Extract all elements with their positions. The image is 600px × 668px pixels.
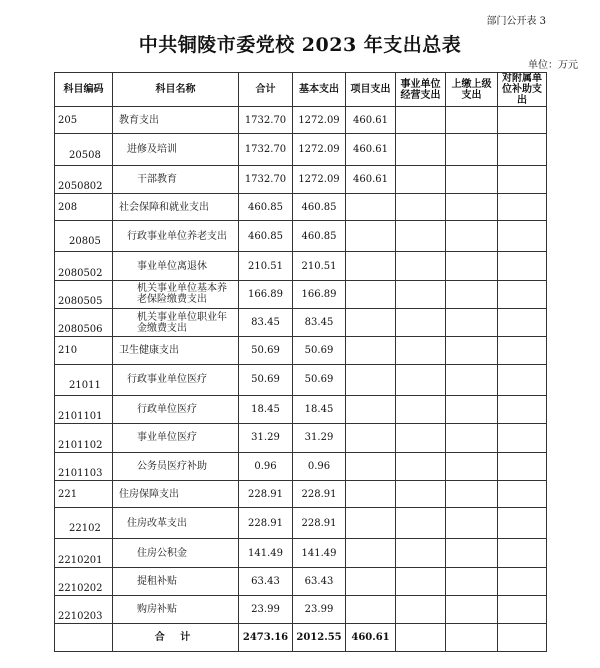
header-row: [55, 73, 547, 107]
row-business: [396, 165, 446, 193]
row-code: 2101101: [55, 395, 113, 423]
row-code: 2080506: [55, 309, 113, 337]
row-upper: [446, 134, 498, 165]
row-project: [346, 395, 396, 423]
table-body: [55, 107, 547, 652]
row-business: [396, 539, 446, 567]
expenditure-table: [54, 72, 547, 652]
row-name: 教育支出: [113, 107, 239, 134]
row-code: 2101103: [55, 452, 113, 480]
row-project: [346, 280, 396, 308]
row-subsidy: [498, 539, 547, 567]
row-code: 2210201: [55, 539, 113, 567]
row-business: [396, 452, 446, 480]
row-subsidy: [498, 221, 547, 252]
row-name: 公务员医疗补助: [113, 452, 239, 480]
row-subsidy: [498, 395, 547, 423]
row-project: [346, 480, 396, 507]
row-basic: 18.45: [293, 395, 346, 423]
row-upper: [446, 221, 498, 252]
row-subsidy: [498, 452, 547, 480]
row-subsidy: [498, 364, 547, 395]
row-total: 50.69: [239, 337, 293, 364]
row-code: 210: [55, 337, 113, 364]
table-row: [55, 567, 547, 595]
table-row: [55, 424, 547, 452]
row-subsidy: [498, 508, 547, 539]
table-row: [55, 221, 547, 252]
row-name: 行政事业单位养老支出: [113, 221, 239, 252]
form-number: 部门公开表 3: [486, 16, 546, 27]
row-subsidy: [498, 107, 547, 134]
unit-label: 单位：万元: [528, 60, 578, 71]
total-row: [55, 624, 547, 651]
row-basic: 50.69: [293, 337, 346, 364]
row-subsidy: [498, 252, 547, 280]
row-basic: 31.29: [293, 424, 346, 452]
row-upper: [446, 395, 498, 423]
row-code: 2210202: [55, 567, 113, 595]
table-row: [55, 107, 547, 134]
row-upper: [446, 107, 498, 134]
total-business: [396, 624, 446, 651]
row-subsidy: [498, 480, 547, 507]
row-name: 行政事业单位医疗: [113, 364, 239, 395]
row-upper: [446, 193, 498, 220]
row-business: [396, 280, 446, 308]
row-upper: [446, 337, 498, 364]
total-upper: [446, 624, 498, 651]
row-total: 50.69: [239, 364, 293, 395]
row-business: [396, 337, 446, 364]
row-project: 460.61: [346, 107, 396, 134]
row-upper: [446, 252, 498, 280]
row-business: [396, 567, 446, 595]
row-name: 社会保障和就业支出: [113, 193, 239, 220]
row-subsidy: [498, 424, 547, 452]
row-name: 进修及培训: [113, 134, 239, 165]
row-project: [346, 193, 396, 220]
row-upper: [446, 567, 498, 595]
row-basic: 23.99: [293, 596, 346, 624]
row-code: 2210203: [55, 596, 113, 624]
row-code: 2101102: [55, 424, 113, 452]
row-name: 购房补贴: [113, 596, 239, 624]
row-code: 221: [55, 480, 113, 507]
row-upper: [446, 165, 498, 193]
row-code: 21011: [55, 364, 113, 395]
row-name: 住房改革支出: [113, 508, 239, 539]
row-project: [346, 539, 396, 567]
row-business: [396, 508, 446, 539]
row-basic: 141.49: [293, 539, 346, 567]
row-total: 1732.70: [239, 134, 293, 165]
header-basic: 基本支出: [293, 73, 346, 107]
header-upper: 上缴上级支出: [446, 73, 498, 107]
row-business: [396, 424, 446, 452]
row-name: 机关事业单位职业年金缴费支出: [113, 309, 239, 337]
row-total: 31.29: [239, 424, 293, 452]
row-code: 205: [55, 107, 113, 134]
row-project: 460.61: [346, 134, 396, 165]
row-total: 141.49: [239, 539, 293, 567]
row-code: 22102: [55, 508, 113, 539]
row-basic: 1272.09: [293, 134, 346, 165]
row-name: 卫生健康支出: [113, 337, 239, 364]
table-row: [55, 480, 547, 507]
row-basic: 83.45: [293, 309, 346, 337]
row-project: [346, 567, 396, 595]
page-title: 中共铜陵市委党校 2023 年支出总表: [138, 34, 462, 56]
row-code: 2050802: [55, 165, 113, 193]
row-project: [346, 337, 396, 364]
row-business: [396, 134, 446, 165]
row-basic: 166.89: [293, 280, 346, 308]
row-basic: 50.69: [293, 364, 346, 395]
row-business: [396, 364, 446, 395]
table-row: [55, 364, 547, 395]
row-basic: 460.85: [293, 193, 346, 220]
row-total: 228.91: [239, 480, 293, 507]
row-project: [346, 364, 396, 395]
row-project: [346, 221, 396, 252]
row-total: 228.91: [239, 508, 293, 539]
row-code: 20508: [55, 134, 113, 165]
row-code: 2080505: [55, 280, 113, 308]
row-total: 63.43: [239, 567, 293, 595]
row-subsidy: [498, 165, 547, 193]
row-total: 83.45: [239, 309, 293, 337]
row-basic: 228.91: [293, 480, 346, 507]
row-upper: [446, 424, 498, 452]
row-name: 提租补贴: [113, 567, 239, 595]
row-upper: [446, 508, 498, 539]
total-subsidy: [498, 624, 547, 651]
row-subsidy: [498, 193, 547, 220]
row-business: [396, 107, 446, 134]
row-upper: [446, 596, 498, 624]
row-name: 住房公积金: [113, 539, 239, 567]
row-project: [346, 452, 396, 480]
row-project: [346, 596, 396, 624]
row-total: 1732.70: [239, 107, 293, 134]
table-row: [55, 508, 547, 539]
row-upper: [446, 309, 498, 337]
header-project: 项目支出: [346, 73, 396, 107]
row-total: 1732.70: [239, 165, 293, 193]
table-row: [55, 452, 547, 480]
row-basic: 228.91: [293, 508, 346, 539]
total-basic: 2012.55: [293, 624, 346, 651]
row-upper: [446, 452, 498, 480]
table-row: [55, 539, 547, 567]
row-total: 460.85: [239, 221, 293, 252]
table-row: [55, 193, 547, 220]
header-name: 科目名称: [113, 73, 239, 107]
row-total: 210.51: [239, 252, 293, 280]
row-total: 23.99: [239, 596, 293, 624]
row-upper: [446, 480, 498, 507]
row-basic: 1272.09: [293, 165, 346, 193]
table-row: [55, 395, 547, 423]
row-subsidy: [498, 567, 547, 595]
row-business: [396, 193, 446, 220]
header-code: 科目编码: [55, 73, 113, 107]
row-basic: 460.85: [293, 221, 346, 252]
header-total: 合计: [239, 73, 293, 107]
row-business: [396, 221, 446, 252]
row-code: 208: [55, 193, 113, 220]
row-upper: [446, 364, 498, 395]
row-basic: 210.51: [293, 252, 346, 280]
row-name: 干部教育: [113, 165, 239, 193]
row-total: 166.89: [239, 280, 293, 308]
row-code: 20805: [55, 221, 113, 252]
row-subsidy: [498, 309, 547, 337]
row-subsidy: [498, 337, 547, 364]
row-basic: 0.96: [293, 452, 346, 480]
table-row: [55, 252, 547, 280]
row-business: [396, 395, 446, 423]
table-row: [55, 309, 547, 337]
row-total: 460.85: [239, 193, 293, 220]
total-label: 合 计: [113, 624, 239, 651]
row-name: 事业单位医疗: [113, 424, 239, 452]
total-total: 2473.16: [239, 624, 293, 651]
table-row: [55, 165, 547, 193]
row-total: 18.45: [239, 395, 293, 423]
table-row: [55, 337, 547, 364]
total-project: 460.61: [346, 624, 396, 651]
row-subsidy: [498, 596, 547, 624]
table-row: [55, 134, 547, 165]
row-business: [396, 309, 446, 337]
row-code: 2080502: [55, 252, 113, 280]
row-project: [346, 424, 396, 452]
row-business: [396, 480, 446, 507]
row-subsidy: [498, 134, 547, 165]
row-subsidy: [498, 280, 547, 308]
row-project: [346, 309, 396, 337]
row-business: [396, 596, 446, 624]
row-basic: 1272.09: [293, 107, 346, 134]
row-total: 0.96: [239, 452, 293, 480]
header-business: 事业单位经营支出: [396, 73, 446, 107]
row-project: 460.61: [346, 165, 396, 193]
row-project: [346, 252, 396, 280]
row-basic: 63.43: [293, 567, 346, 595]
row-name: 住房保障支出: [113, 480, 239, 507]
table-row: [55, 596, 547, 624]
row-name: 机关事业单位基本养老保险缴费支出: [113, 280, 239, 308]
row-business: [396, 252, 446, 280]
row-name: 行政单位医疗: [113, 395, 239, 423]
header-subsidy: 对附属单位补助支出: [498, 73, 547, 107]
table-row: [55, 280, 547, 308]
row-upper: [446, 539, 498, 567]
row-name: 事业单位离退休: [113, 252, 239, 280]
row-project: [346, 508, 396, 539]
row-upper: [446, 280, 498, 308]
total-code-cell: [55, 624, 113, 651]
